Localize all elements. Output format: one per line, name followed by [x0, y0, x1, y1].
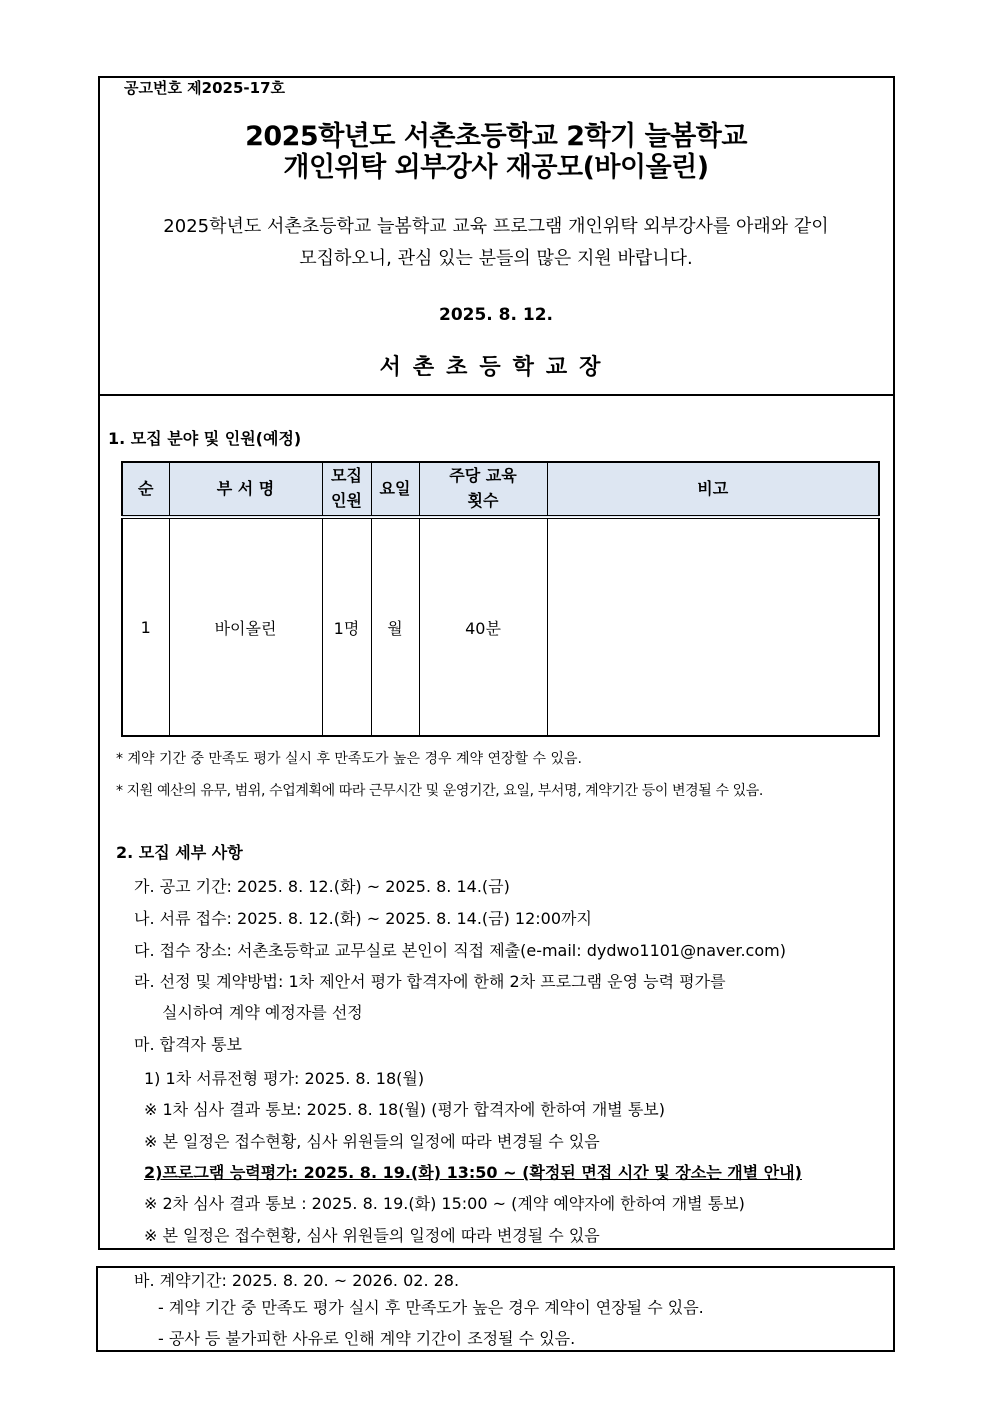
- header-dept: 부 서 명: [169, 462, 322, 517]
- cell-remarks: [547, 517, 879, 736]
- cell-count: 1명: [322, 517, 371, 736]
- item-first-eval: 1) 1차 서류전형 평가: 2025. 8. 18(월): [144, 1069, 425, 1088]
- header-remarks: 비고: [547, 462, 879, 517]
- item-schedule-note-1: ※ 본 일정은 접수현황, 심사 위원들의 일정에 따라 변경될 수 있음: [144, 1132, 600, 1151]
- intro-line-1: 2025학년도 서촌초등학교 늘봄학교 교육 프로그램 개인위탁 외부강사를 아래와 같이: [163, 216, 829, 237]
- table-row: [122, 517, 879, 736]
- item-second-result: ※ 2차 심사 결과 통보 : 2025. 8. 19.(화) 15:00 ~ (계약 예약자에 한하여 개별 통보): [144, 1194, 745, 1213]
- cell-day: 월: [371, 517, 419, 736]
- header-no: 순: [122, 462, 169, 517]
- table-header-row: [122, 462, 879, 517]
- item-selection-method: 라. 선정 및 계약방법: 1차 제안서 평가 합격자에 한해 2차 프로그램 운영 능력 평가를: [134, 972, 726, 991]
- title-line-2: 개인위탁 외부강사 재공모(바이올린): [283, 152, 709, 183]
- notice-date: 2025. 8. 12.: [438, 305, 553, 325]
- item-document-receipt: 나. 서류 접수: 2025. 8. 12.(화) ~ 2025. 8. 14.(금) 12:00까지: [134, 909, 592, 928]
- item-receipt-place: 다. 접수 장소: 서촌초등학교 교무실로 본인이 직접 제출(e-mail: dydwo1101@naver.com): [134, 941, 786, 960]
- recruit-table: [121, 461, 880, 737]
- intro-line-2: 모집하오니, 관심 있는 분들의 많은 지원 바랍니다.: [299, 248, 693, 269]
- item-announce-period: 가. 공고 기간: 2025. 8. 12.(화) ~ 2025. 8. 14.(금): [134, 877, 510, 896]
- item-first-result: ※ 1차 심사 결과 통보: 2025. 8. 18(월) (평가 합격자에 한하여 개별 통보): [144, 1100, 665, 1119]
- item-contract-period: 바. 계약기간: 2025. 8. 20. ~ 2026. 02. 28.: [134, 1271, 460, 1290]
- cell-dept: 바이올린: [169, 517, 322, 736]
- notice-number: 공고번호 제2025-17호: [124, 79, 286, 97]
- section-2-title: 2. 모집 세부 사항: [116, 843, 243, 862]
- header-count: 모집 인원: [322, 462, 371, 517]
- item-pass-notice: 마. 합격자 통보: [134, 1035, 242, 1054]
- item-schedule-note-2: ※ 본 일정은 접수현황, 심사 위원들의 일정에 따라 변경될 수 있음: [144, 1226, 600, 1245]
- header-weekly: 주당 교육 횟수: [419, 462, 547, 517]
- item-contract-adjust: - 공사 등 불가피한 사유로 인해 계약 기간이 조정될 수 있음.: [158, 1329, 576, 1348]
- note-2: * 지원 예산의 유무, 범위, 수업계획에 따라 근무시간 및 운영기간, 요일, 부서명, 계약기간 등이 변경될 수 있음.: [116, 783, 763, 799]
- item-contract-extension: - 계약 기간 중 만족도 평가 실시 후 만족도가 높은 경우 계약이 연장될 수 있음.: [158, 1298, 704, 1317]
- cell-weekly: 40분: [419, 517, 547, 736]
- header-day: 요일: [371, 462, 419, 517]
- cell-no: 1: [122, 517, 169, 736]
- note-1: * 계약 기간 중 만족도 평가 실시 후 만족도가 높은 경우 계약 연장할 수 있음.: [116, 751, 582, 767]
- item-selection-method-cont: 실시하여 계약 예정자를 선정: [162, 1003, 363, 1022]
- title-line-1: 2025학년도 서촌초등학교 2학기 늘봄학교: [245, 121, 747, 152]
- signer: 서촌초등학교장: [379, 355, 613, 380]
- item-program-eval: 2)프로그램 능력평가: 2025. 8. 19.(화) 13:50 ~ (확정된 면접 시간 및 장소는 개별 안내): [144, 1163, 802, 1182]
- section-1-title: 1. 모집 분야 및 인원(예정): [108, 429, 302, 448]
